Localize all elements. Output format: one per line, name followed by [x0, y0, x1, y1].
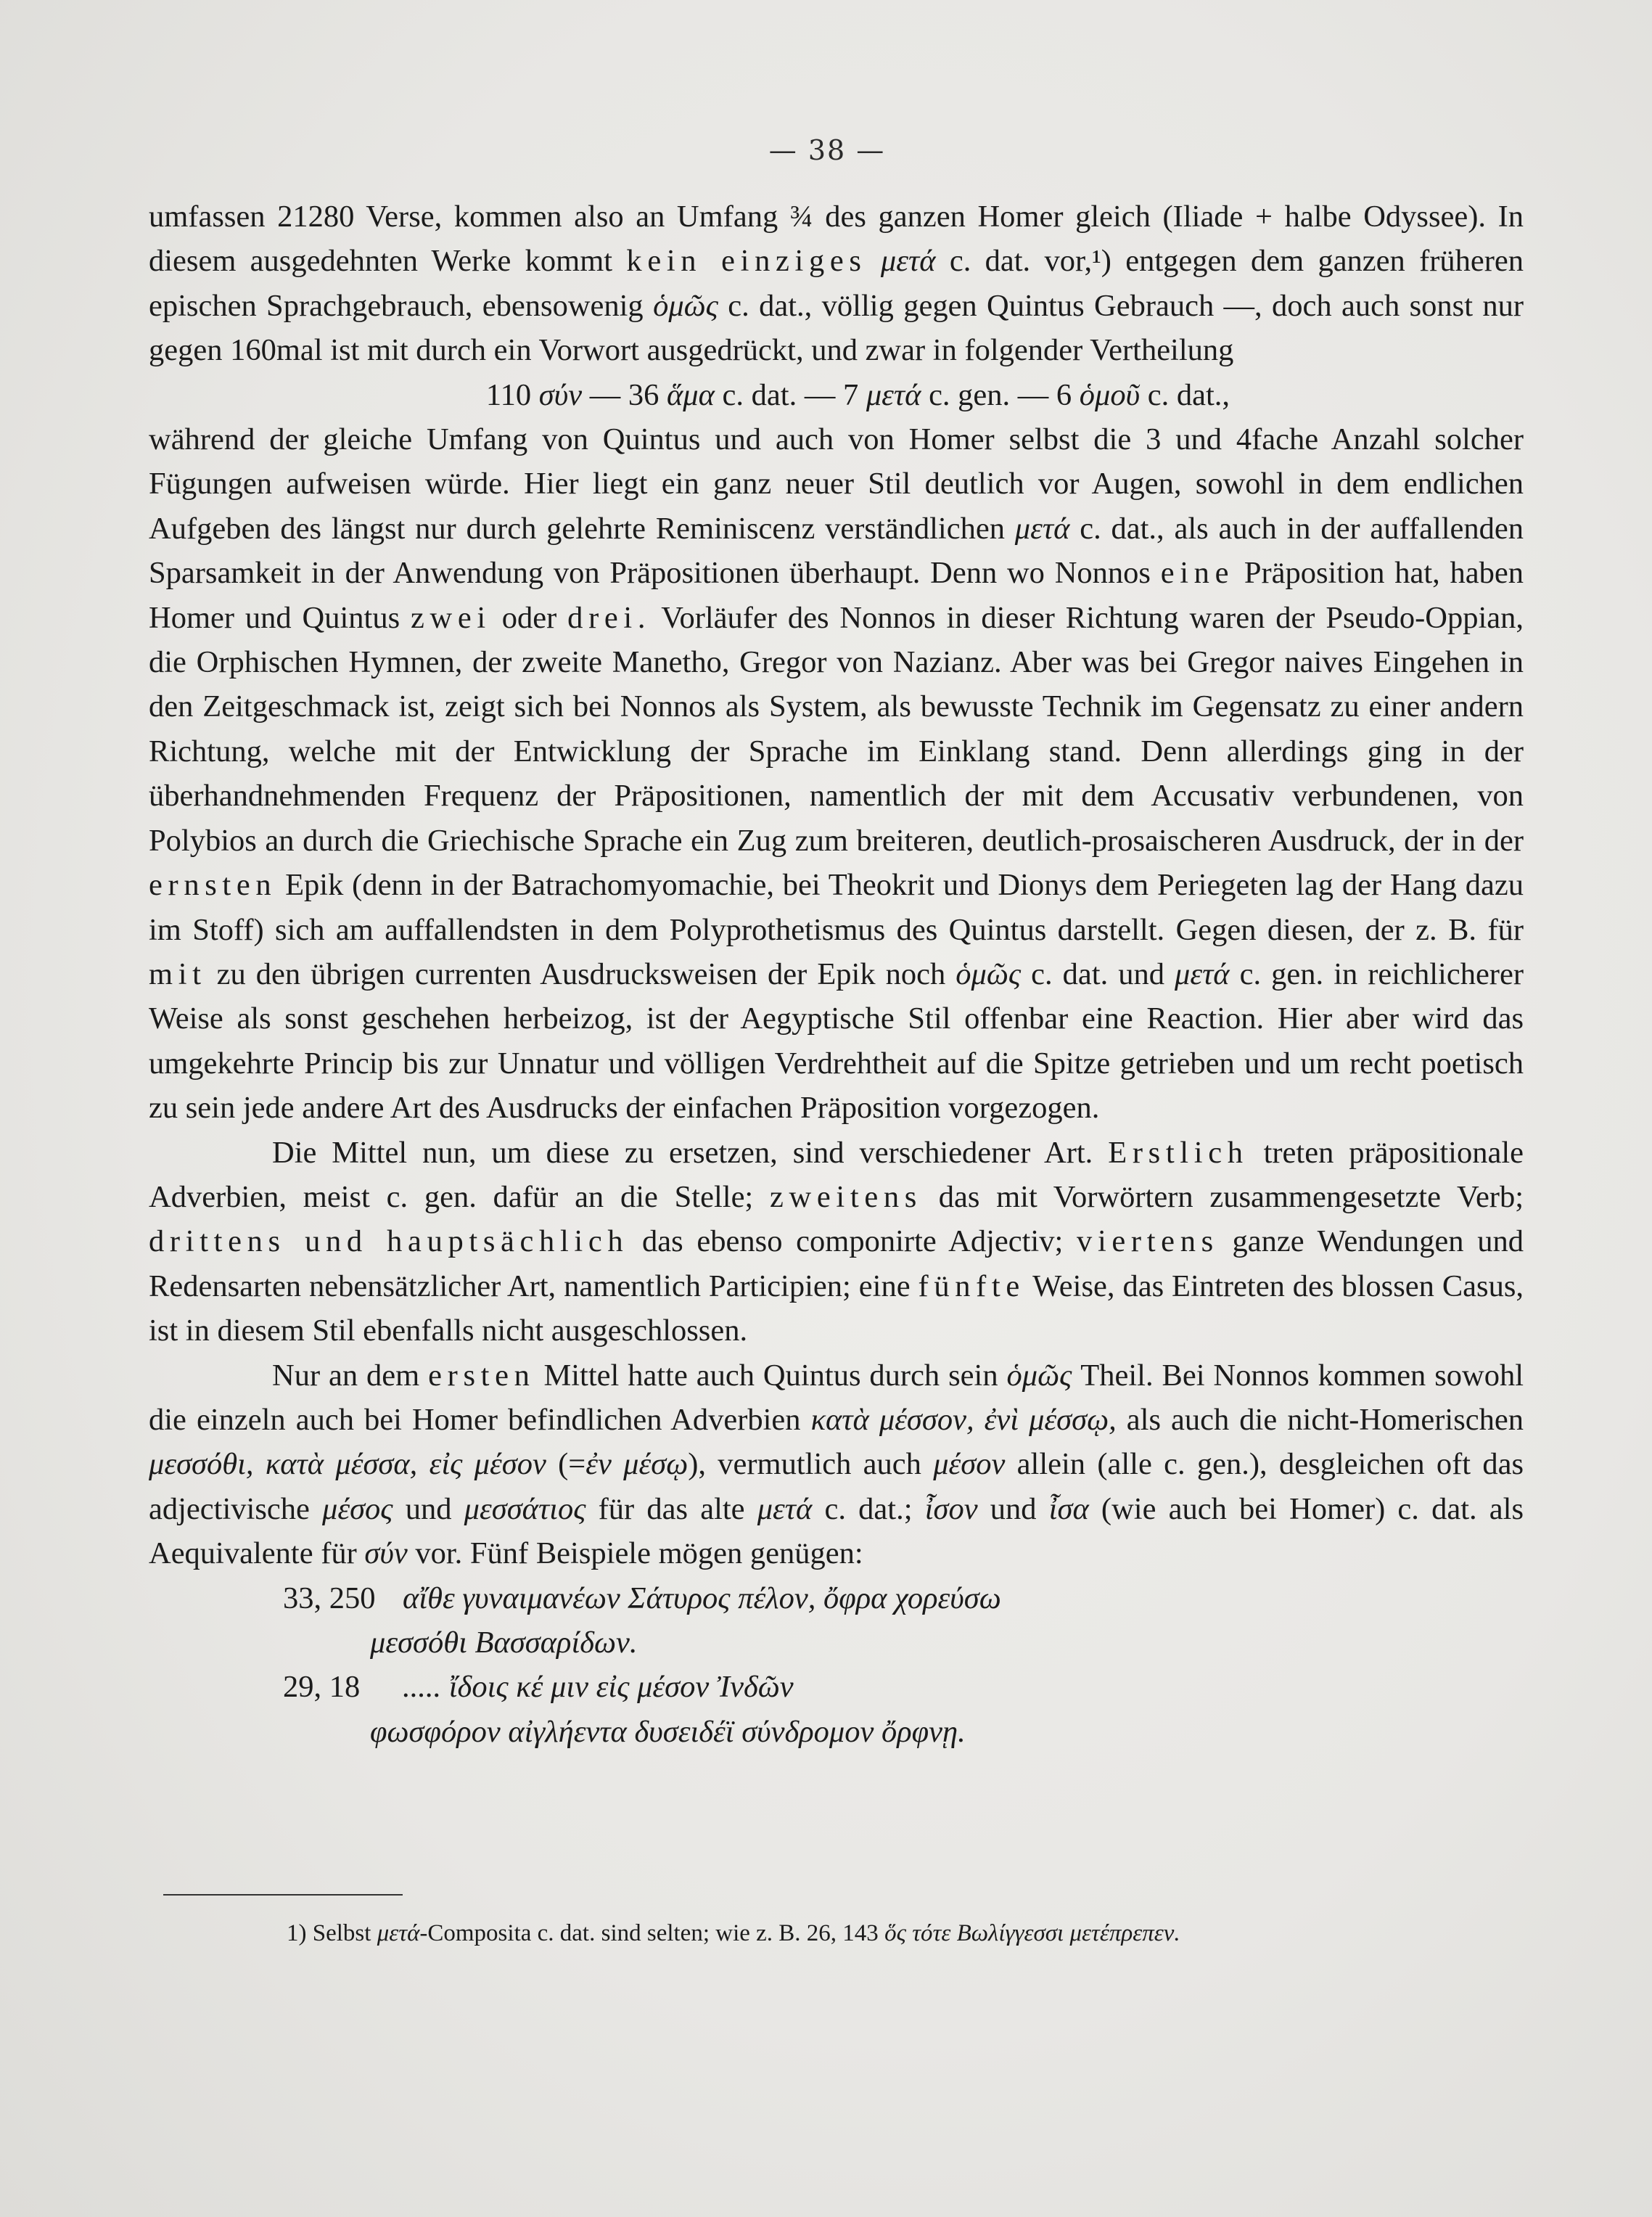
spaced-text: zweitens — [770, 1179, 922, 1214]
text-segment: c. dat., — [1147, 377, 1230, 412]
greek-term: ὁμῶς — [956, 956, 1022, 991]
spaced-text: fünfte — [918, 1269, 1025, 1303]
text-segment: c. dat., als auch in der auffallenden Sparsamkeit in der Anwendung von Präpositionen überhaupt. Denn wo Nonnos — [149, 511, 1524, 591]
text-segment: (= — [558, 1447, 586, 1482]
greek-term: ἶσα — [1048, 1491, 1089, 1526]
greek-term: μεσσάτιος — [464, 1491, 586, 1526]
text-segment: während der gleiche Umfang von Quintus und auch von Homer selbst die 3 und 4fache Anzahl solcher Fügungen aufweisen würde. Hier liegt ein ganz neuer Stil deutlich vor Augen, sowohl in dem endlichen Aufgeben des längst nur durch gelehrte Reminiscenz verständlichen — [149, 422, 1524, 546]
text-segment: das mit Vorwörtern zusammengesetzte Verb; — [938, 1179, 1524, 1214]
text-segment: Vorläufer des Nonnos in dieser Richtung waren der Pseudo-Oppian, die Orphischen Hymnen, der zweite Manetho, Gregor von Nazianz. Aber was bei Gregor naives Eingehen in den Zeitgeschmack ist, zeigt sich bei Nonnos als System, als bewusste Technik im Gegensatz zu einer andern Richtung, welche mit der Entwicklung der Sprache im Einklang stand. Denn allerdings ging in der überhandnehmenden Frequenz der Präpositionen, namentlich der mit dem Accusativ verbundenen, von Polybios an durch die Griechische Sprache ein Zug zum breiteren, deutlich-prosaischeren Ausdruck, der in der — [149, 600, 1524, 858]
greek-term: ἶσον — [924, 1491, 978, 1526]
page-number: — 38 — — [768, 134, 886, 166]
text-segment: das ebenso componirte Adjectiv; — [642, 1224, 1064, 1259]
count: 110 — [485, 377, 532, 412]
example-1-line-1 — [149, 1576, 1524, 1620]
text-segment: allein (alle c. gen.), desgleichen oft das adjectivische — [149, 1447, 1524, 1526]
text-segment: c. gen. — 6 — [929, 377, 1072, 412]
text-segment: Nur an dem — [272, 1358, 420, 1393]
greek-term: κατὰ μέσσον, ἐνὶ μέσσῳ, — [810, 1402, 1117, 1437]
greek-term: μετά — [1175, 956, 1230, 991]
text-segment: Präposition hat, haben Homer und Quintus — [149, 556, 1524, 635]
greek-term: μεσσόθι, κατὰ μέσσα, εἰς μέσον — [149, 1447, 546, 1482]
text-segment: ), vermutlich auch — [688, 1447, 921, 1482]
greek-term: μετά — [866, 377, 921, 412]
text-segment: und — [405, 1491, 452, 1526]
spaced-text: ernsten — [149, 868, 277, 903]
text-segment: Epik (denn in der Batrachomyomachie, bei Theokrit und Dionys dem Periegeten lag der Hang dazu im Stoff) sich am auffallendsten in dem Polyprothetismus des Quintus darstellt. Gegen diesen, der z. B. für — [149, 868, 1524, 947]
spaced-text: ersten — [428, 1358, 535, 1393]
spaced-text: zwei — [411, 600, 491, 635]
text-segment: c. gen. in reichlicherer Weise als sonst geschehen herbeizog, ist der Aegyptische Stil offenbar eine Reaction. Hier aber wird das umgekehrte Princip bis zur Unnatur und völligen Verdrehtheit auf die Spitze getrieben und um recht poetisch zu sein jede andere Art des Ausdrucks der einfachen Präposition vorgezogen. — [149, 956, 1524, 1126]
text-segment: Weise, das Eintreten des blossen Casus, ist in diesem Stil ebenfalls nicht ausgeschlossen. — [149, 1269, 1524, 1348]
footnote — [287, 1916, 1520, 1951]
text-segment: umfassen 21280 Verse, kommen also an Umfang ¾ des ganzen Homer gleich (Iliade + halbe Odyssee). In diesem ausgedehnten Werke kommt — [149, 200, 1524, 279]
text-segment: c. dat. und — [1031, 956, 1164, 991]
text-segment: zu den übrigen currenten Ausdrucksweisen der Epik noch — [216, 956, 946, 991]
text-segment: (wie auch bei Homer) c. dat. als Aequivalente für — [149, 1491, 1524, 1571]
text-segment: Theil. Bei Nonnos kommen sowohl die einzeln auch bei Homer befindlichen Adverbien — [149, 1358, 1524, 1437]
text-segment: oder — [501, 600, 557, 635]
example-1-line-2 — [149, 1620, 1524, 1665]
greek-verse: αἴθε γυναιμανέων Σάτυρος πέλον, ὄφρα χορεύσω — [403, 1581, 1001, 1615]
greek-term: ἐν μέσῳ — [585, 1447, 689, 1482]
paragraph-2 — [149, 417, 1524, 1131]
text-segment: ganze Wendungen und Redensarten nebensätzlicher Art, namentlich Participien; eine — [149, 1224, 1524, 1303]
example-2-line-2 — [149, 1710, 1524, 1754]
greek-term: μετά — [377, 1920, 420, 1946]
spaced-text: mit — [149, 956, 207, 991]
text-segment: vor. Fünf Beispiele mögen genügen: — [415, 1536, 863, 1571]
paragraph-3 — [149, 1131, 1524, 1353]
text-segment: treten präpositionale Adverbien, meist c. gen. dafür an die Stelle; — [149, 1135, 1524, 1214]
text-segment: c. dat. — 7 — [722, 377, 859, 412]
verse-reference: 29, 18 — [283, 1670, 361, 1705]
footnote-marker: 1) — [287, 1920, 307, 1946]
text-segment: c. dat., völlig gegen Quintus Gebrauch —, doch auch sonst nur gegen 160mal ist mit durch ein Vorwort ausgedrückt, und zwar in folgender Vertheilung — [149, 288, 1524, 368]
greek-verse: ..... ἴδοις κέ μιν εἰς μέσον Ἰνδῶν — [403, 1670, 794, 1705]
text-segment: und — [990, 1491, 1037, 1526]
spaced-text: drei. — [567, 600, 652, 635]
text-segment: — 36 — [589, 377, 659, 412]
greek-term: μέσον — [933, 1447, 1006, 1482]
main-text — [149, 194, 1524, 1754]
text-segment: -Composita c. dat. sind selten; wie z. B. 26, 143 — [419, 1920, 879, 1946]
spaced-text: drittens und hauptsächlich — [149, 1224, 629, 1259]
greek-term: ὁμῶς — [653, 288, 718, 323]
verse-reference: 33, 250 — [283, 1581, 376, 1615]
text-segment: als auch die nicht-Homerischen — [1126, 1402, 1524, 1437]
text-segment: c. dat. vor,¹) entgegen dem ganzen früheren epischen Sprachgebrauch, ebensowenig — [149, 244, 1524, 323]
distribution-formula — [149, 373, 1524, 417]
greek-term: μετά — [757, 1491, 813, 1526]
greek-verse: μεσσόθι Βασσαρίδων. — [370, 1625, 638, 1660]
text-segment: für das alte — [598, 1491, 745, 1526]
greek-quote: ὅς τότε Βωλίγγεσσι μετέπρεπεν. — [884, 1920, 1180, 1946]
text-segment: c. dat.; — [824, 1491, 913, 1526]
greek-term: ἅμα — [666, 377, 715, 412]
greek-term: μετά — [880, 244, 936, 279]
example-2-line-1 — [149, 1665, 1524, 1709]
text-segment: Mittel hatte auch Quintus durch sein — [543, 1358, 998, 1393]
greek-term: ὁμοῦ — [1079, 377, 1141, 412]
footnote-divider — [163, 1894, 403, 1896]
paragraph-1 — [149, 194, 1524, 373]
spaced-text: Erstlich — [1108, 1135, 1249, 1170]
paragraph-4 — [149, 1353, 1524, 1576]
greek-verse: φωσφόρον αἰγλήεντα δυσειδέϊ σύνδρομον ὄρφνῃ. — [370, 1714, 966, 1749]
spaced-text: eine — [1160, 556, 1235, 591]
spaced-text: viertens — [1077, 1224, 1219, 1259]
greek-term: μετά — [1014, 511, 1070, 546]
text-segment: Selbst — [312, 1920, 371, 1946]
greek-term: σύν — [364, 1536, 408, 1571]
greek-term: ὁμῶς — [1006, 1358, 1072, 1393]
greek-term: μέσος — [322, 1491, 393, 1526]
text-segment: Die Mittel nun, um diese zu ersetzen, sind verschiedener Art. — [272, 1135, 1093, 1170]
spaced-text: kein einziges — [626, 244, 867, 279]
greek-term: σύν — [538, 377, 583, 412]
